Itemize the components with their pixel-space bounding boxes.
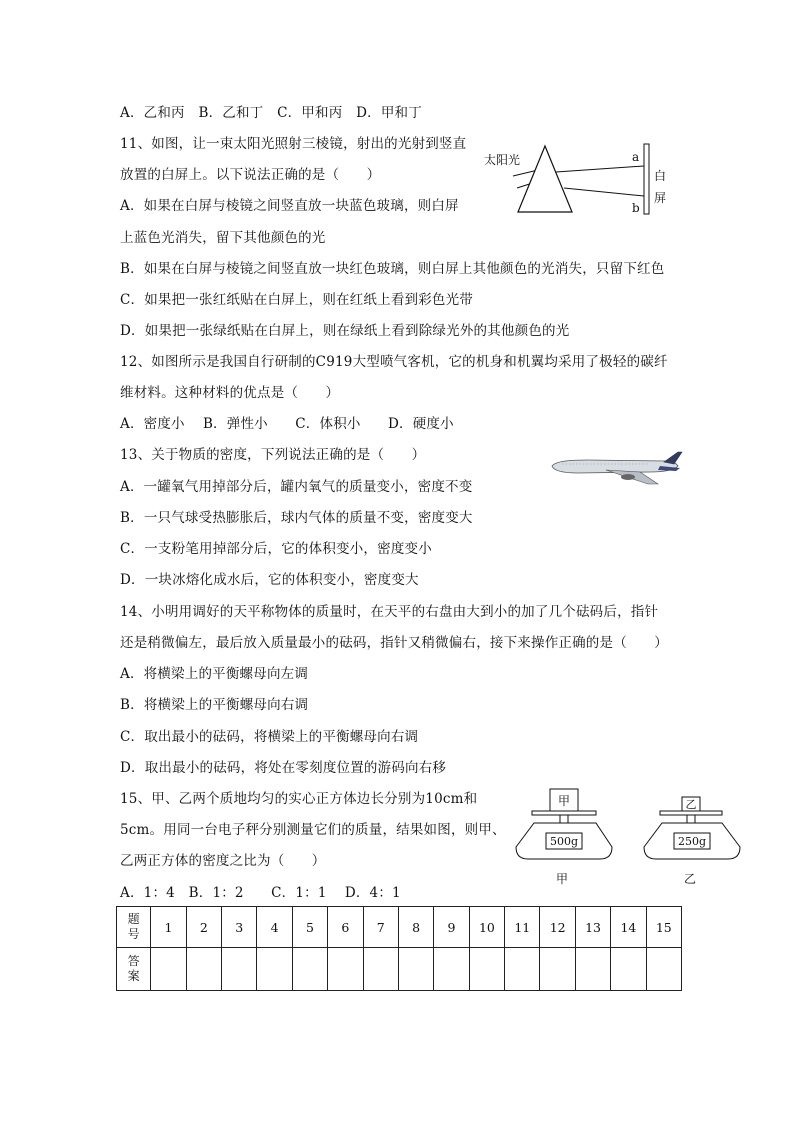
- q13-option-b: B．一只气球受热膨胀后，球内气体的质量不变，密度变大: [120, 510, 473, 526]
- question-number-1: 1: [151, 907, 186, 948]
- scale-left-caption: 甲: [555, 872, 569, 886]
- question-number-12: 12: [540, 907, 575, 948]
- answer-cell[interactable]: [398, 948, 433, 991]
- answer-cell[interactable]: [186, 948, 221, 991]
- answer-cell[interactable]: [363, 948, 398, 991]
- q11-option-d: D．如果把一张绿纸贴在白屏上，则在绿纸上看到除绿光外的其他颜色的光: [120, 323, 570, 339]
- answer-header-text: 答 案: [127, 954, 140, 983]
- question-number-3: 3: [222, 907, 257, 948]
- q11-stem-line1: 11、如图，让一束太阳光照射三棱镜，射出的光射到竖直: [120, 136, 467, 152]
- question-number-9: 9: [434, 907, 469, 948]
- question-number-11: 11: [505, 907, 540, 948]
- q12-stem-line1: 12、如图所示是我国自行研制的C919大型喷气客机，它的机身和机翼均采用了极轻的碳纤: [120, 354, 668, 370]
- scale-right-reading: 250g: [677, 835, 707, 848]
- answer-cell[interactable]: [434, 948, 469, 991]
- point-a-label: a: [632, 150, 640, 164]
- answer-cell[interactable]: [292, 948, 327, 991]
- answer-cell[interactable]: [469, 948, 504, 991]
- q12-stem-line2: 维材料。这种材料的优点是（ ）: [120, 385, 340, 401]
- airplane-engine: [621, 474, 635, 480]
- cube-yi-label: 乙: [685, 798, 697, 811]
- scale-right: [644, 797, 740, 886]
- answer-cell[interactable]: [257, 948, 292, 991]
- answer-cell[interactable]: [575, 948, 610, 991]
- q11-stem-line2: 放置的白屏上。以下说法正确的是（ ）: [120, 167, 381, 183]
- q14-stem-line1: 14、小明用调好的天平称物体的质量时，在天平的右盘由大到小的加了几个砝码后，指针: [120, 604, 659, 620]
- answer-cell[interactable]: [151, 948, 186, 991]
- screen-label-2: 屏: [654, 191, 667, 205]
- q11-option-a-line2: 上蓝色光消失，留下其他颜色的光: [120, 230, 326, 246]
- q15-options: A．1：4 B．1：2 C．1：1 D．4：1: [120, 885, 401, 901]
- q11-option-c: C．如果把一张红纸贴在白屏上，则在红纸上看到彩色光带: [120, 292, 474, 308]
- q11-option-b: B．如果在白屏与棱镜之间竖直放一块红色玻璃，则白屏上其他颜色的光消失，只留下红色: [120, 261, 665, 277]
- scale-left-reading: 500g: [549, 835, 579, 848]
- question-number-2: 2: [186, 907, 221, 948]
- answer-table-answer-header: [117, 948, 151, 991]
- light-ray-a: [556, 166, 644, 172]
- screen-label-1: 白: [654, 169, 667, 183]
- answer-cell[interactable]: [222, 948, 257, 991]
- sunlight-label: 太阳光: [484, 153, 521, 167]
- prism-shape: [518, 146, 572, 212]
- point-b-label: b: [632, 201, 640, 215]
- q14-option-c: C．取出最小的砝码，将横梁上的平衡螺母向右调: [120, 729, 419, 745]
- q13-option-c: C．一支粉笔用掉部分后，它的体积变小，密度变小: [120, 541, 432, 557]
- answer-table-number-row: [117, 907, 682, 948]
- q10-options: A．乙和丙 B．乙和丁 C．甲和丙 D．甲和丁: [120, 105, 422, 121]
- q13-option-a: A．一罐氧气用掉部分后，罐内氧气的质量变小，密度不变: [120, 479, 473, 495]
- answer-cell[interactable]: [611, 948, 646, 991]
- answer-cell[interactable]: [646, 948, 681, 991]
- scale-right-caption: 乙: [683, 872, 697, 886]
- question-number-15: 15: [646, 907, 681, 948]
- prism-diagram: [480, 140, 680, 220]
- q14-option-d: D．取出最小的砝码，将处在零刻度位置的游码向右移: [120, 760, 447, 776]
- question-number-5: 5: [292, 907, 327, 948]
- cube-jia-label: 甲: [557, 794, 571, 808]
- answer-cell[interactable]: [505, 948, 540, 991]
- q13-option-d: D．一块冰熔化成水后，它的体积变小，密度变大: [120, 572, 419, 588]
- answer-table-answer-row: [117, 948, 682, 991]
- light-ray-b: [564, 188, 644, 196]
- scale-left: [516, 789, 612, 886]
- q12-options: A．密度小 B．弹性小 C．体积小 D．硬度小: [120, 416, 454, 432]
- q13-stem: 13、关于物质的密度，下列说法正确的是（ ）: [120, 447, 426, 463]
- question-number-4: 4: [257, 907, 292, 948]
- answer-cell[interactable]: [328, 948, 363, 991]
- q15-stem-line3: 乙两正方体的密度之比为（ ）: [120, 853, 326, 869]
- answer-cell[interactable]: [540, 948, 575, 991]
- question-number-14: 14: [611, 907, 646, 948]
- q11-option-a-line1: A．如果在白屏与棱镜之间竖直放一块蓝色玻璃，则白屏: [120, 198, 459, 214]
- q14-stem-line2: 还是稍微偏左，最后放入质量最小的砝码，指针又稍微偏右，接下来操作正确的是（ ）: [120, 635, 668, 651]
- question-number-8: 8: [398, 907, 433, 948]
- question-number-6: 6: [328, 907, 363, 948]
- question-number-10: 10: [469, 907, 504, 948]
- scale-left-stem: [560, 815, 568, 823]
- answer-table-number-header: [117, 907, 151, 948]
- airplane-tail-fin: [664, 452, 682, 464]
- q14-option-b: B．将横梁上的平衡螺母向右调: [120, 697, 309, 713]
- scale-left-pan: [532, 811, 596, 815]
- q14-option-a: A．将横梁上的平衡螺母向左调: [120, 666, 309, 682]
- scale-right-stem: [687, 815, 695, 823]
- white-screen: [644, 144, 649, 214]
- airplane-illustration: [548, 452, 686, 488]
- number-header-text: 题 号: [127, 912, 140, 941]
- question-number-13: 13: [575, 907, 610, 948]
- scales-diagram: [512, 785, 752, 891]
- answer-table: [116, 906, 682, 991]
- q15-stem-line1: 15、甲、乙两个质地均匀的实心正方体边长分别为10cm和: [120, 791, 478, 807]
- q15-stem-line2: 5cm。用同一台电子秤分别测量它们的质量，结果如图，则甲、: [120, 822, 506, 838]
- question-number-7: 7: [363, 907, 398, 948]
- scale-right-pan: [660, 811, 722, 815]
